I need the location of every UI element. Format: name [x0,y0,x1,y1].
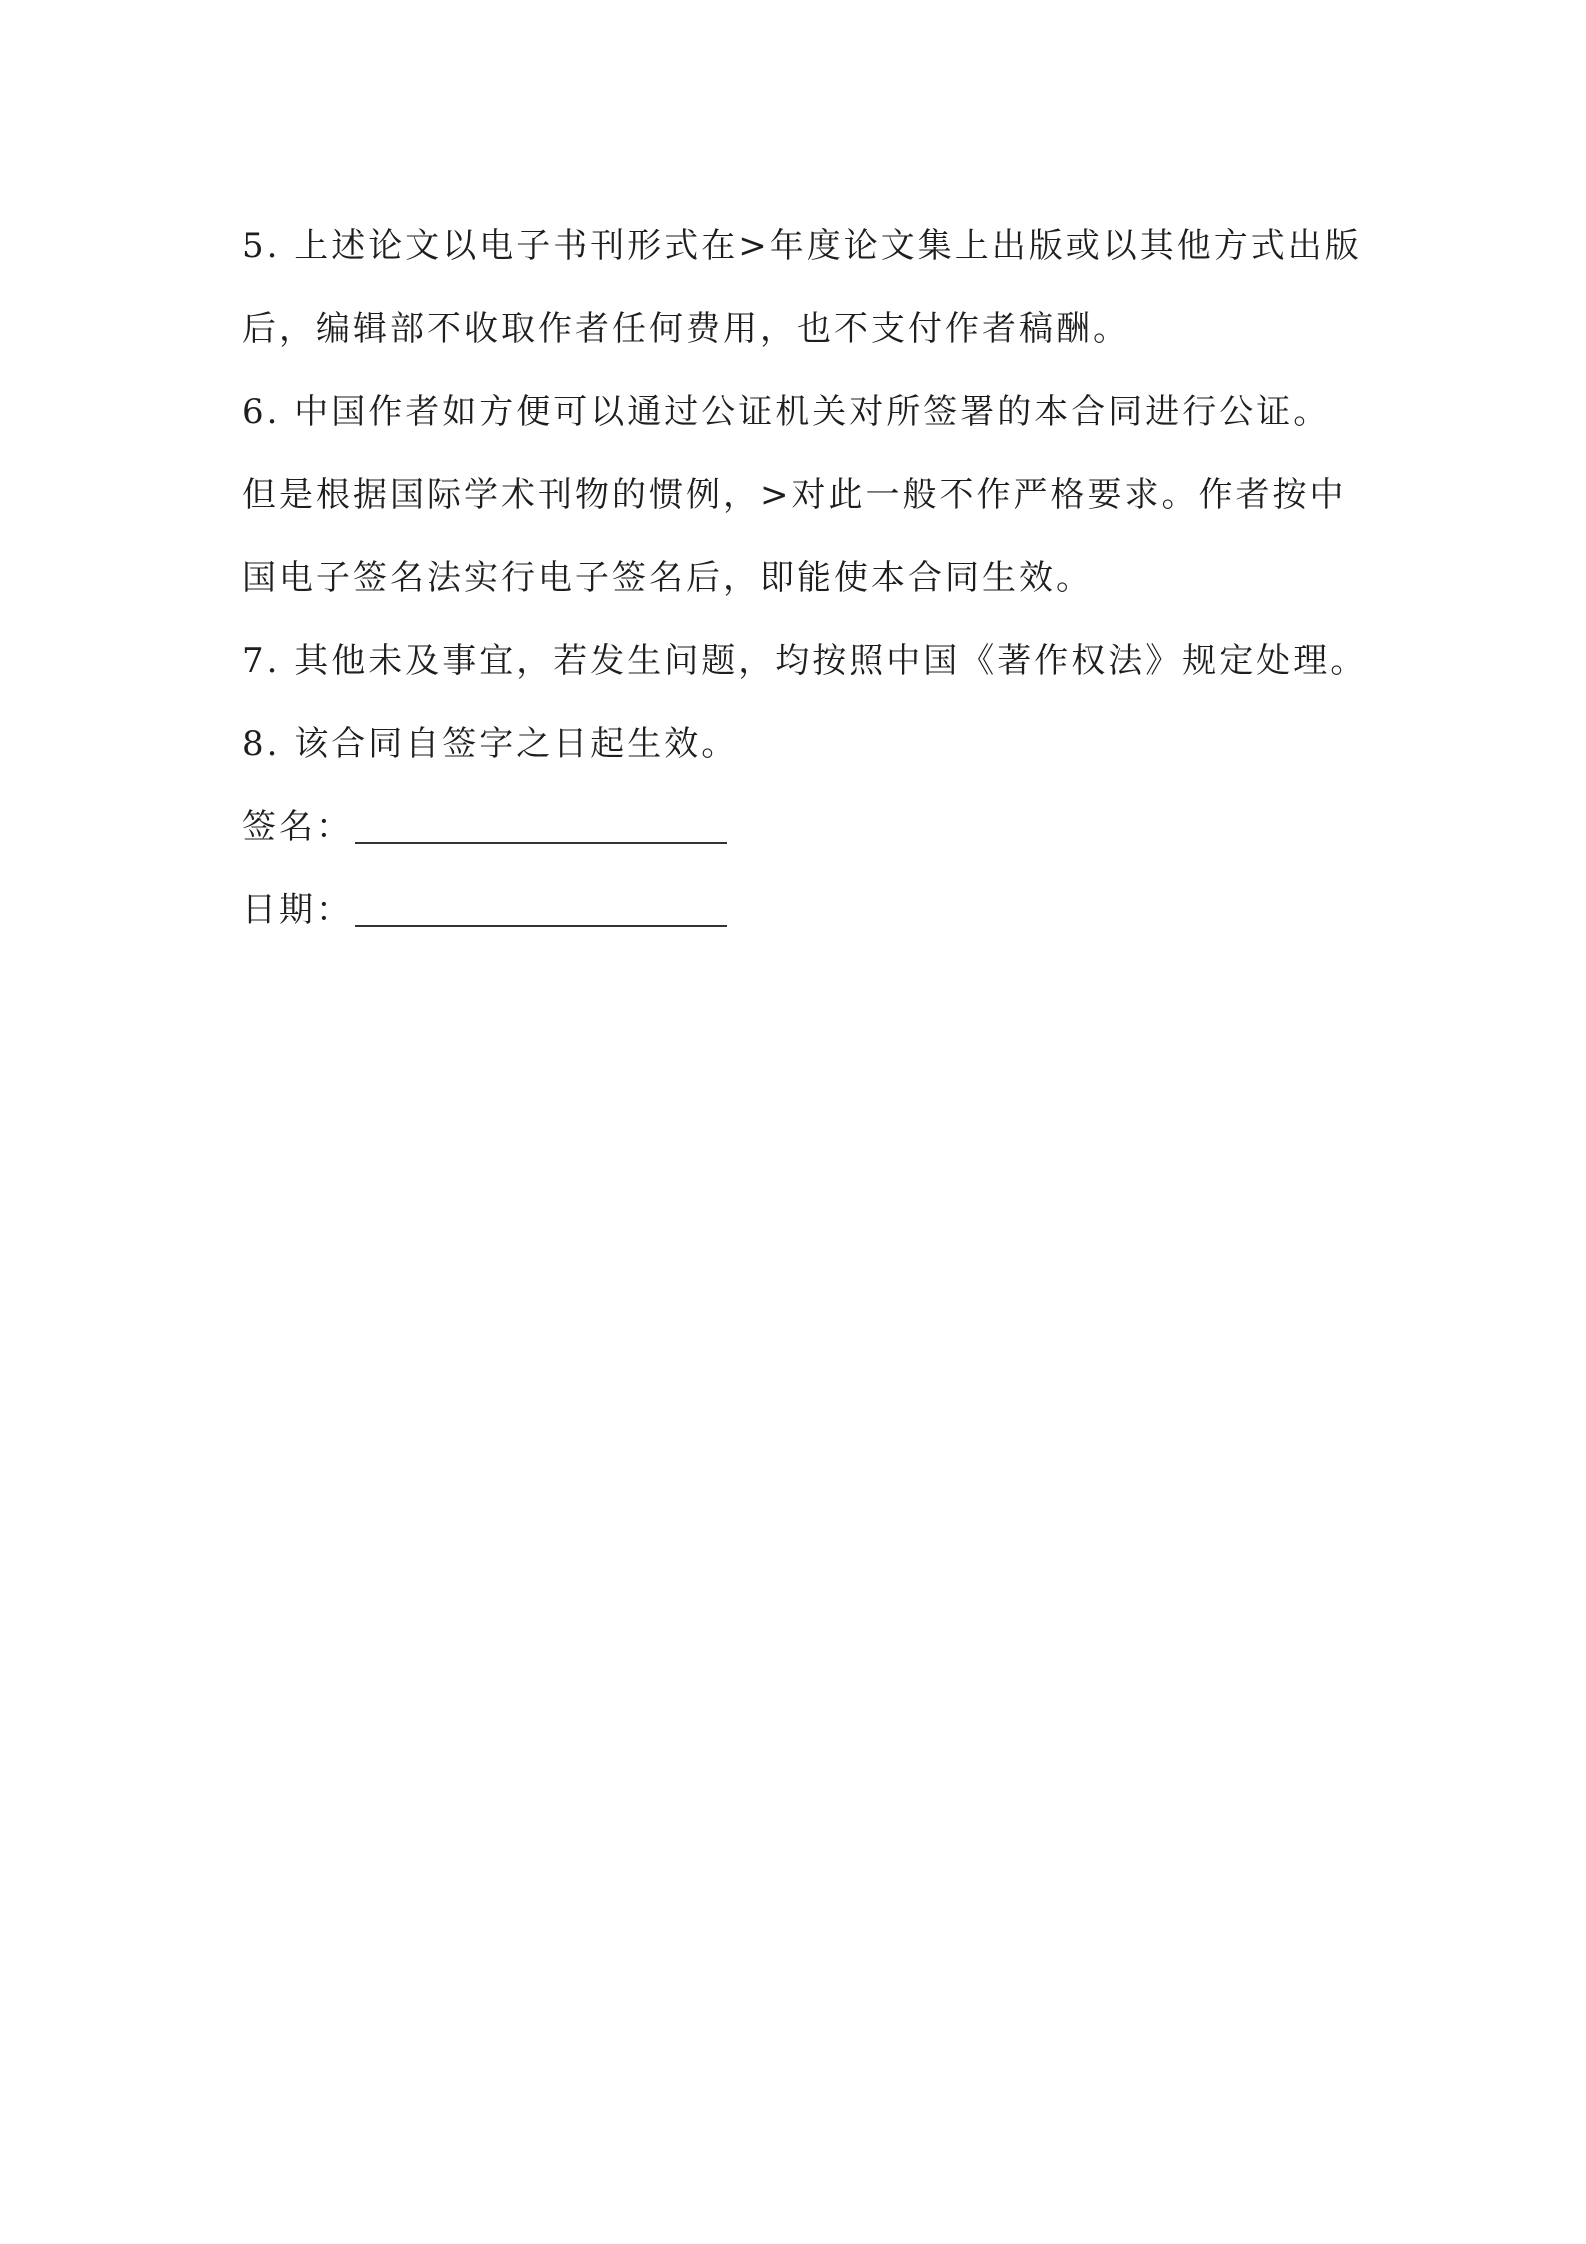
clause-7-line-1: 7. 其他未及事宜，若发生问题，均按照中国《著作权法》规定处理。 [242,641,1368,681]
signature-blank-line[interactable] [355,786,727,844]
clause-8-line-1: 8. 该合同自签字之日起生效。 [242,724,739,764]
clause-6-line-1: 6. 中国作者如方便可以通过公证机关对所签署的本合同进行公证。 [242,392,1331,432]
date-blank-line[interactable] [355,869,727,927]
clause-6-line-3: 国电子签名法实行电子签名后，即能使本合同生效。 [242,558,1093,598]
clause-6-line-2: 但是根据国际学术刊物的惯例，>对此一般不作严格要求。作者按中 [242,475,1347,515]
clause-8 [242,703,1372,786]
clause-6 [242,371,1372,620]
signature-row [242,786,1372,869]
contract-body [242,205,1372,952]
date-label: 日期： [242,890,353,930]
clause-7 [242,620,1372,703]
clause-5-line-1: 5. 上述论文以电子书刊形式在>年度论文集上出版或以其他方式出版 [242,226,1362,266]
signature-label: 签名： [242,807,353,847]
date-row [242,869,1372,952]
clause-5 [242,205,1372,371]
clause-5-line-2: 后，编辑部不收取作者任何费用，也不支付作者稿酬。 [242,309,1130,349]
